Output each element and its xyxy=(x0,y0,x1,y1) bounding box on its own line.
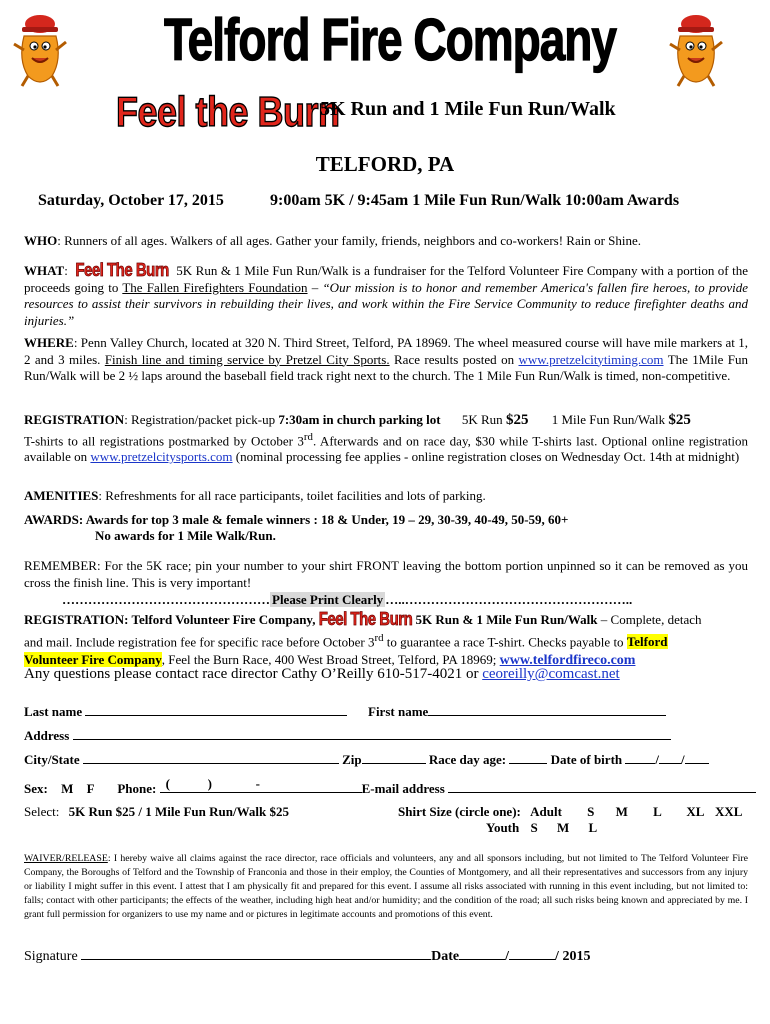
awards-section xyxy=(24,512,748,529)
last-name-label: Last name xyxy=(24,704,83,719)
dob-day-field[interactable] xyxy=(659,751,681,764)
fire-mascot-right-icon xyxy=(668,10,724,90)
who-text: : Runners of all ages. Walkers of all ages. Gather your family, friends, neighbors and co-workers! Rain or Shine. xyxy=(57,233,642,248)
youth-row xyxy=(486,820,597,836)
adult-size-m[interactable]: M xyxy=(615,804,628,819)
signature-label: Signature xyxy=(24,949,78,964)
registration-section xyxy=(24,412,748,466)
adult-size-s[interactable]: S xyxy=(587,804,595,819)
sex-label: Sex: xyxy=(24,781,48,796)
payable-to-1: Telford xyxy=(626,634,668,650)
amenities-label: AMENITIES xyxy=(24,488,99,503)
amenities-text: : Refreshments for all race participants, toilet facilities and lots of parking. xyxy=(98,488,486,503)
phone-dash: - xyxy=(255,776,260,791)
address-label: Address xyxy=(24,728,70,743)
waiver-label: WAIVER/RELEASE xyxy=(24,853,108,864)
signature-sep-2: / xyxy=(555,949,559,964)
select-row xyxy=(24,804,289,820)
registration-label: REGISTRATION xyxy=(24,412,125,427)
waiver-section xyxy=(24,852,748,922)
pretzelcitytiming-link[interactable]: www.pretzelcitytiming.com xyxy=(518,351,664,367)
awards-text: : Awards for top 3 male & female winners : 18 & Under, 19 – 29, 30-39, 40-49, 50-59, 60+ xyxy=(78,512,569,527)
dob-sep-1: / xyxy=(655,752,660,767)
where-results: Race results posted on xyxy=(389,351,519,367)
zip-label: Zip xyxy=(342,752,362,767)
event-subtitle: 5K Run and 1 Mile Fun Run/Walk xyxy=(320,98,616,120)
feel-the-burn-logo: Feel the Burn xyxy=(116,88,340,136)
online-reg-text: (nominal processing fee applies - online registration closes on Wednesday Oct. 14th at midnight) xyxy=(232,449,740,465)
last-name-field[interactable] xyxy=(85,703,347,716)
sex-f-option[interactable]: F xyxy=(86,781,95,796)
dob-sep-2: / xyxy=(681,752,685,767)
form-event-name: 5K Run & 1 Mile Fun Run/Walk xyxy=(412,612,598,627)
where-section xyxy=(24,335,748,385)
adult-size-xl[interactable]: XL xyxy=(686,804,704,819)
city-state-field[interactable] xyxy=(83,751,339,764)
email-label: E-mail address xyxy=(361,781,445,796)
signature-year: 2015 xyxy=(562,949,591,964)
signature-month-field[interactable] xyxy=(459,947,505,960)
form-registration-label: REGISTRATION: Telford Volunteer Fire Company, xyxy=(24,612,319,627)
event-times: 9:00am 5K / 9:45am 1 Mile Fun Run/Walk 10:00am Awards xyxy=(270,192,680,209)
walk-price-label: 1 Mile Fun Run/Walk xyxy=(551,412,669,427)
contact-line xyxy=(24,666,620,683)
phone-number-field[interactable] xyxy=(280,780,362,793)
event-location: TELFORD, PA xyxy=(315,152,455,176)
who-section xyxy=(24,233,748,250)
phone-close: ) xyxy=(207,776,212,791)
walk-price: $25 xyxy=(668,412,691,428)
zip-field[interactable] xyxy=(362,751,426,764)
awards-note: No awards for 1 Mile Walk/Run. xyxy=(95,528,276,543)
pickup-time: 7:30am in church parking lot xyxy=(278,412,441,427)
adult-size-xxl[interactable]: XXL xyxy=(714,804,743,819)
race-day-age-label: Race day age: xyxy=(428,752,507,767)
sex-phone-row xyxy=(24,776,756,797)
print-dots-left: ………………………………………… xyxy=(62,592,270,607)
first-name-row xyxy=(368,703,666,720)
telfordfireco-link[interactable]: www.telfordfireco.com xyxy=(499,653,636,669)
what-text: 5K Run & 1 Mile Fun Run/Walk is a fundraiser for the Telford Volunteer Fire Company with a portion of the proceeds going to xyxy=(24,263,748,295)
phone-field[interactable] xyxy=(160,776,280,793)
fallen-firefighters-foundation: The Fallen Firefighters Foundation xyxy=(122,279,308,295)
print-clearly-line xyxy=(62,592,632,608)
signature-row xyxy=(24,947,590,965)
registration-text: : Registration/packet pick-up xyxy=(124,412,279,427)
shirt-size-row xyxy=(398,804,742,820)
print-clearly-label: Please Print Clearly xyxy=(272,592,384,607)
event-date: Saturday, October 17, 2015 xyxy=(38,192,224,209)
youth-label: Youth xyxy=(486,820,520,835)
amenities-section xyxy=(24,488,748,505)
remember-note: REMEMBER: For the 5K race; pin your number to your shirt FRONT leaving the bottom portion unpinned so it can be removed as you cross the finish line. This is very important! xyxy=(24,558,748,590)
address-field[interactable] xyxy=(73,727,671,740)
signature-date-label: Date xyxy=(431,949,460,964)
dob-month-field[interactable] xyxy=(625,751,655,764)
where-label: WHERE xyxy=(24,335,74,350)
phone-label: Phone: xyxy=(117,781,157,796)
who-label: WHO xyxy=(24,233,58,248)
fire-mascot-left-icon xyxy=(12,10,68,90)
form-mail-text: and mail. Include registration fee for specific race before October 3 xyxy=(24,634,375,650)
phone-open: ( xyxy=(165,776,170,791)
print-dots-right: …..…………………………………………….. xyxy=(385,592,633,607)
page-title: Telford Fire Company xyxy=(164,5,616,73)
where-laps: The 1Mile Fun Run/Walk will be 2 ½ laps around the baseball field track right next to the church. The 1 Mile Fun Run/Walk is timed, non-competitive. xyxy=(24,351,748,383)
first-name-label: First name xyxy=(368,704,429,719)
what-label: WHAT xyxy=(24,263,65,278)
run-price-label: 5K Run xyxy=(461,412,506,427)
race-day-text: . Afterwards and on race day, $30 while T-shirts last. Optional online registration available on xyxy=(24,432,749,465)
run-price: $25 xyxy=(505,412,529,428)
address-row xyxy=(24,727,671,744)
city-state-label: City/State xyxy=(24,752,80,767)
form-sup: rd xyxy=(374,632,384,644)
mission-quote: “Our mission is to honor and remember America's fallen fire heroes, to provide resources to assist their survivors in rebuilding their lives, and work within the Fire Service Community to reduce firefighter deaths and injuries.” xyxy=(24,279,749,328)
contact-email-link[interactable]: ceoreilly@comcast.net xyxy=(482,666,620,682)
last-name-row xyxy=(24,703,347,720)
awards-label: AWARDS xyxy=(24,512,79,527)
what-dash: – xyxy=(307,279,323,295)
form-detach: – Complete, detach xyxy=(597,612,702,627)
youth-size-m[interactable]: M xyxy=(556,820,570,835)
payable-to-2: Volunteer Fire Company xyxy=(24,652,162,668)
feel-the-burn-form-logo: Feel The Burn xyxy=(318,608,413,630)
email-field[interactable] xyxy=(448,780,756,793)
signature-day-field[interactable] xyxy=(509,947,555,960)
form-checks-text: to guarantee a race T-shirt. Checks payable to xyxy=(383,634,627,650)
date-of-birth-label: Date of birth xyxy=(550,752,623,767)
shirt-size-label: Shirt Size (circle one): xyxy=(398,804,521,819)
feel-the-burn-inline-logo: Feel The Burn xyxy=(75,259,169,281)
sex-m-option[interactable]: M xyxy=(61,781,74,796)
waiver-text: : I hereby waive all claims against the race director, race officials and volunteers, any and all sponsors including, but not limited to The Telford Volunteer Fire Company, the Boroughs of Telford and the Township of Franconia and those in their employ, the Counties of Montgomery, and all their representatives and successors from any injury or liability I might suffer in this event. I attest that I am physically fit and prepared for this event. I assume all risks associated with running in this event including, but not limited to: falls; contact with other participants; the effects of the weather, including high heat and/or humidity; and the condition of the road; all such risks being known and appreciated by me. I grant full permission for organizers to use my name and or pictures in legitimate accounts and promotions of this event. xyxy=(24,853,748,920)
adult-label: Adult xyxy=(530,804,562,819)
registration-form-header xyxy=(24,608,748,670)
youth-size-s[interactable]: S xyxy=(530,820,538,835)
youth-size-l[interactable]: L xyxy=(588,820,598,835)
pretzelcitysports-link[interactable]: www.pretzelcitysports.com xyxy=(90,449,233,465)
dob-year-field[interactable] xyxy=(685,751,709,764)
select-label: Select: xyxy=(24,804,60,819)
race-day-age-field[interactable] xyxy=(509,751,547,764)
select-race-options[interactable]: 5K Run $25 / 1 Mile Fun Run/Walk $25 xyxy=(68,804,289,819)
where-text: : Penn Valley Church, located at 320 N. Third Street, Telford, PA 18969. The wheel measured course will have mile markers at 1, 2 and 3 miles. xyxy=(24,335,748,367)
contact-text: Any questions please contact race director Cathy O’Reilly 610-517-4021 or xyxy=(24,666,483,682)
adult-size-l[interactable]: L xyxy=(653,804,662,819)
city-row xyxy=(24,751,709,768)
timing-service: Finish line and timing service by Pretzel City Sports. xyxy=(104,351,390,367)
tshirt-sup: rd xyxy=(303,430,313,443)
signature-sep-1: / xyxy=(505,949,510,964)
tshirt-text: T-shirts to all registrations postmarked by October 3 xyxy=(24,432,304,448)
first-name-field[interactable] xyxy=(428,703,666,716)
form-address-text: , Feel the Burn Race, 400 West Broad Street, Telford, PA 18969; xyxy=(161,652,500,668)
signature-field[interactable] xyxy=(81,947,431,960)
what-section: WHAT: Feel The Burn 5K Run & 1 Mile Fun Run/Walk is a fundraiser for the Telford Volunteer Fire Company with a portion of the proceeds going to The Fallen Firefighters Foundation – “Our mission is to honor and remember America's fallen fire heroes, to provide resources to assist their survivors in rebuilding their lives, and work within the Fire Service Community to reduce firefighter deaths and injuries.” xyxy=(24,259,749,328)
